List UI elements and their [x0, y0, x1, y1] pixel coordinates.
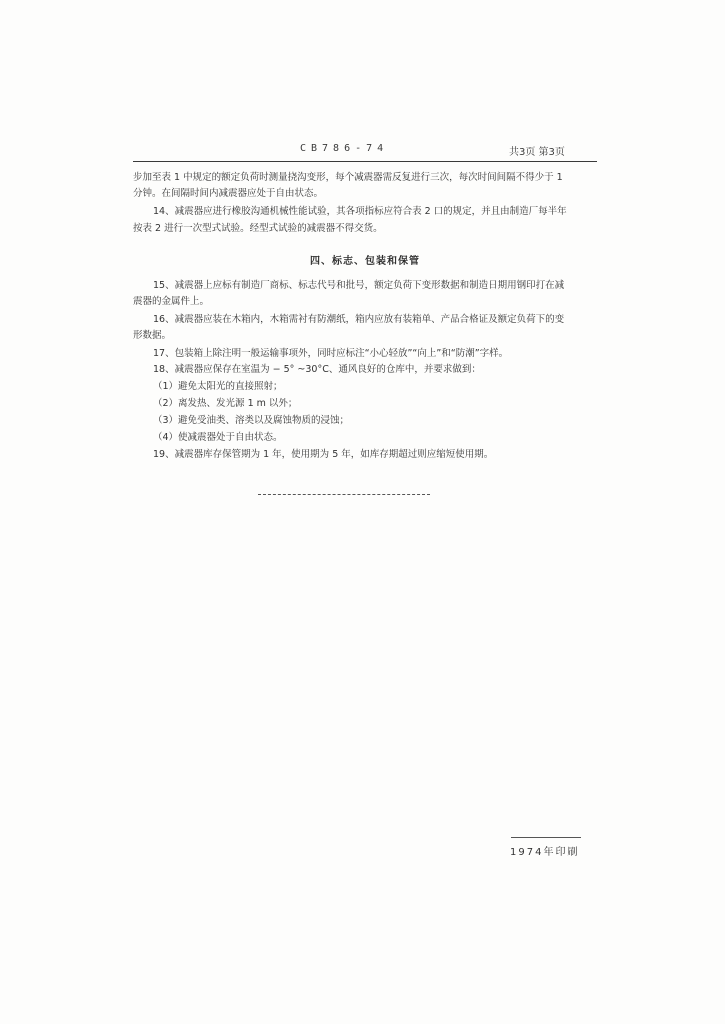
list-item: 15、减震器上应标有制造厂商标、标志代号和批号，额定负荷下变形数据和制造日期用钢印打在减	[153, 280, 565, 291]
print-note-rule	[511, 837, 581, 838]
list-item: 18、减震器应保存在室温为 − 5° ~30°C、通风良好的仓库中，并要求做到：	[153, 364, 481, 375]
list-item: 17、包装箱上除注明一般运输事项外，同时应标注“小心轻放”“向上”和“防潮”字样。	[153, 348, 509, 359]
list-item: 形数据。	[133, 330, 172, 341]
list-item: 19、减震器库存保管期为 1 年，使用期为 5 年，如库存期超过则应缩短使用期。	[153, 449, 494, 460]
print-note: 1974年印刷	[510, 847, 580, 858]
list-item: （1）避免太阳光的直接照射；	[153, 381, 283, 392]
list-item: （4）使减震器处于自由状态。	[153, 432, 283, 443]
page-info: 共3页 第3页	[509, 147, 565, 158]
paragraph-line: 分钟。在间隔时间内减震器应处于自由状态。	[133, 188, 324, 199]
end-divider	[258, 494, 430, 495]
list-item: （2）离发热、发光源 1 m 以外；	[153, 398, 298, 409]
list-item: （3）避免受油类、溶类以及腐蚀物质的浸蚀；	[153, 415, 350, 426]
list-item: 16、减震器应装在木箱内，木箱需衬有防潮纸，箱内应放有装箱单、产品合格证及额定负荷下的变	[153, 314, 565, 325]
header-divider	[133, 161, 597, 162]
paragraph-line: 14、减震器应进行橡胶沟通机械性能试验，其各项指标应符合表 2 口的规定，并且由制造厂每半年	[153, 206, 567, 217]
paragraph-line: 步加至表 1 中规定的额定负荷时测量挠沟变形，每个减震器需反复进行三次，每次时间间隔不得少于 1	[133, 172, 563, 183]
paragraph-line: 按表 2 进行一次型式试验。经型式试验的减震器不得交货。	[133, 223, 383, 234]
standard-code: CB786-74	[300, 143, 389, 154]
section-heading: 四、标志、包装和保管	[310, 256, 420, 267]
list-item: 震器的金属件上。	[133, 296, 210, 307]
